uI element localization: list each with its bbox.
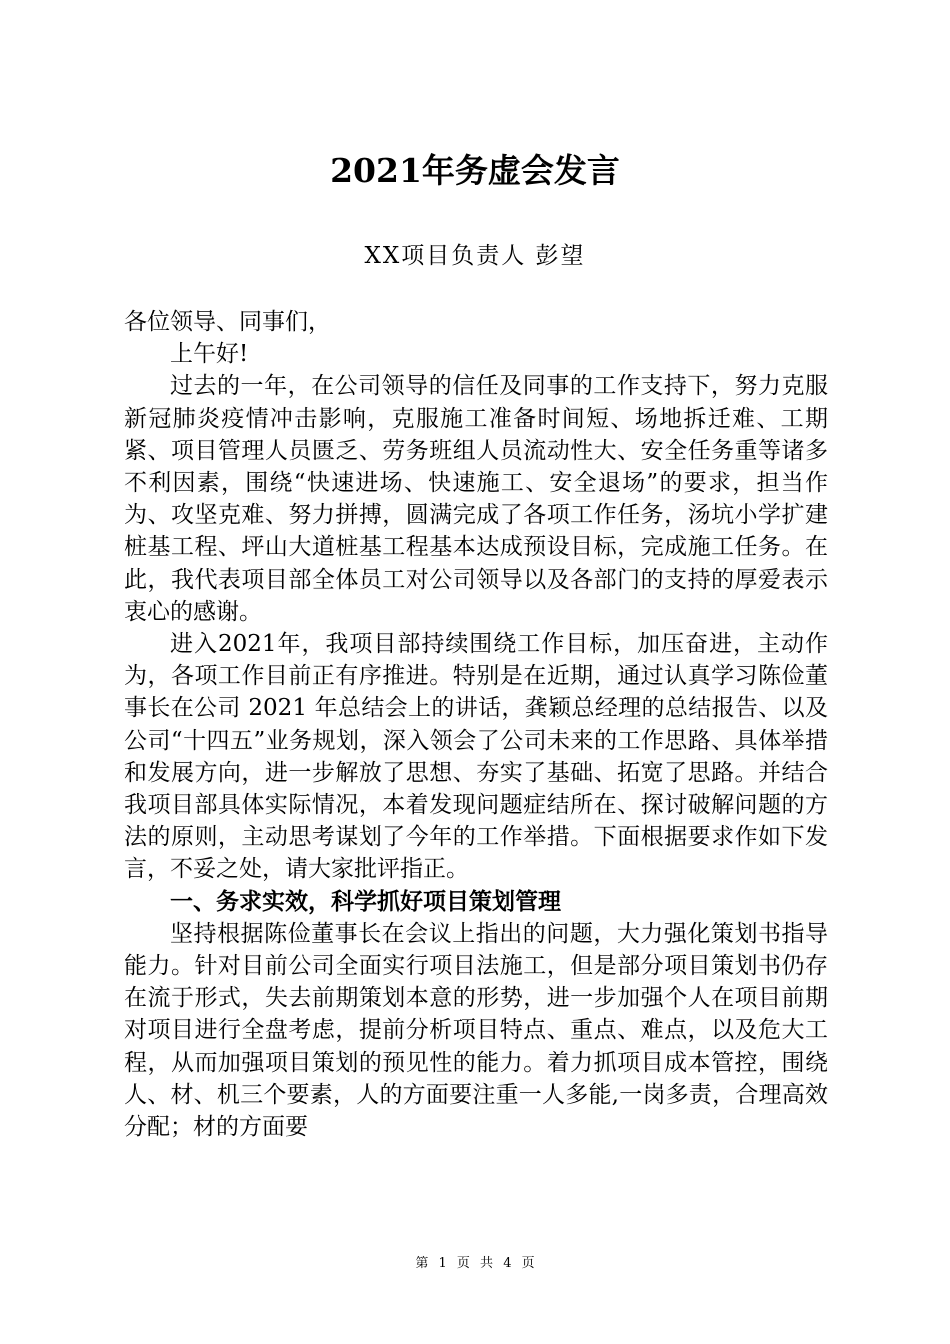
document-author: XX项目负责人 彭望 — [364, 243, 586, 269]
paragraph-greeting: 各位领导、同事们， — [124, 309, 331, 335]
paragraph-2021-progress: 进入2021年，我项目部持续围绕工作目标，加压奋进，主动作为，各项工作目前正有序推进。特别是在近期，通过认真学习陈俭董事长在公司 2021 年总结会上的讲话，龚颖总经理的总结报告、以及公司“十四五”业务规划，深入领会了公司未来的工作思路、具体举措和发展方向，进一步解放了思想、夯实了基础、拓宽了思路。并结合我项目部具体实际情况，本着发现问题症结所在、探讨破解问题的方法的原则，主动思考谋划了今年的工作举措。下面根据要求作如下发言，不妥之处，请大家批评指正。 — [124, 631, 828, 883]
paragraph-project-planning: 坚持根据陈俭董事长在会议上指出的问题，大力强化策划书指导能力。针对目前公司全面实行项目法施工，但是部分项目策划书仍存在流于形式，失去前期策划本意的形势，进一步加强个人在项目前期对项目进行全盘考虑，提前分析项目特点、重点、难点，以及危大工程，从而加强项目策划的预见性的能力。着力抓项目成本管控，围绕人、材、机三个要素，人的方面要注重一人多能,一岗多责，合理高效分配；材的方面要 — [124, 920, 828, 1141]
document-body — [124, 306, 828, 1143]
section-heading-1: 一、务求实效，科学抓好项目策划管理 — [170, 887, 561, 915]
paragraph-review: 过去的一年，在公司领导的信任及同事的工作支持下，努力克服新冠肺炎疫情冲击影响，克服施工准备时间短、场地拆迁难、工期紧、项目管理人员匮乏、劳务班组人员流动性大、安全任务重等诸多不利因素，围绕“快速进场、快速施工、安全退场”的要求，担当作为、攻坚克难、努力拼搏，圆满完成了各项工作任务，汤坑小学扩建桩基工程、坪山大道桩基工程基本达成预设目标，完成施工任务。在此，我代表项目部全体员工对公司领导以及各部门的支持的厚爱表示衷心的感谢。 — [124, 373, 828, 625]
paragraph-salutation: 上午好! — [170, 341, 249, 368]
document-title: 2021年务虚会发言 — [330, 151, 620, 190]
page-footer: 第 1 页 共 4 页 — [415, 1256, 535, 1271]
